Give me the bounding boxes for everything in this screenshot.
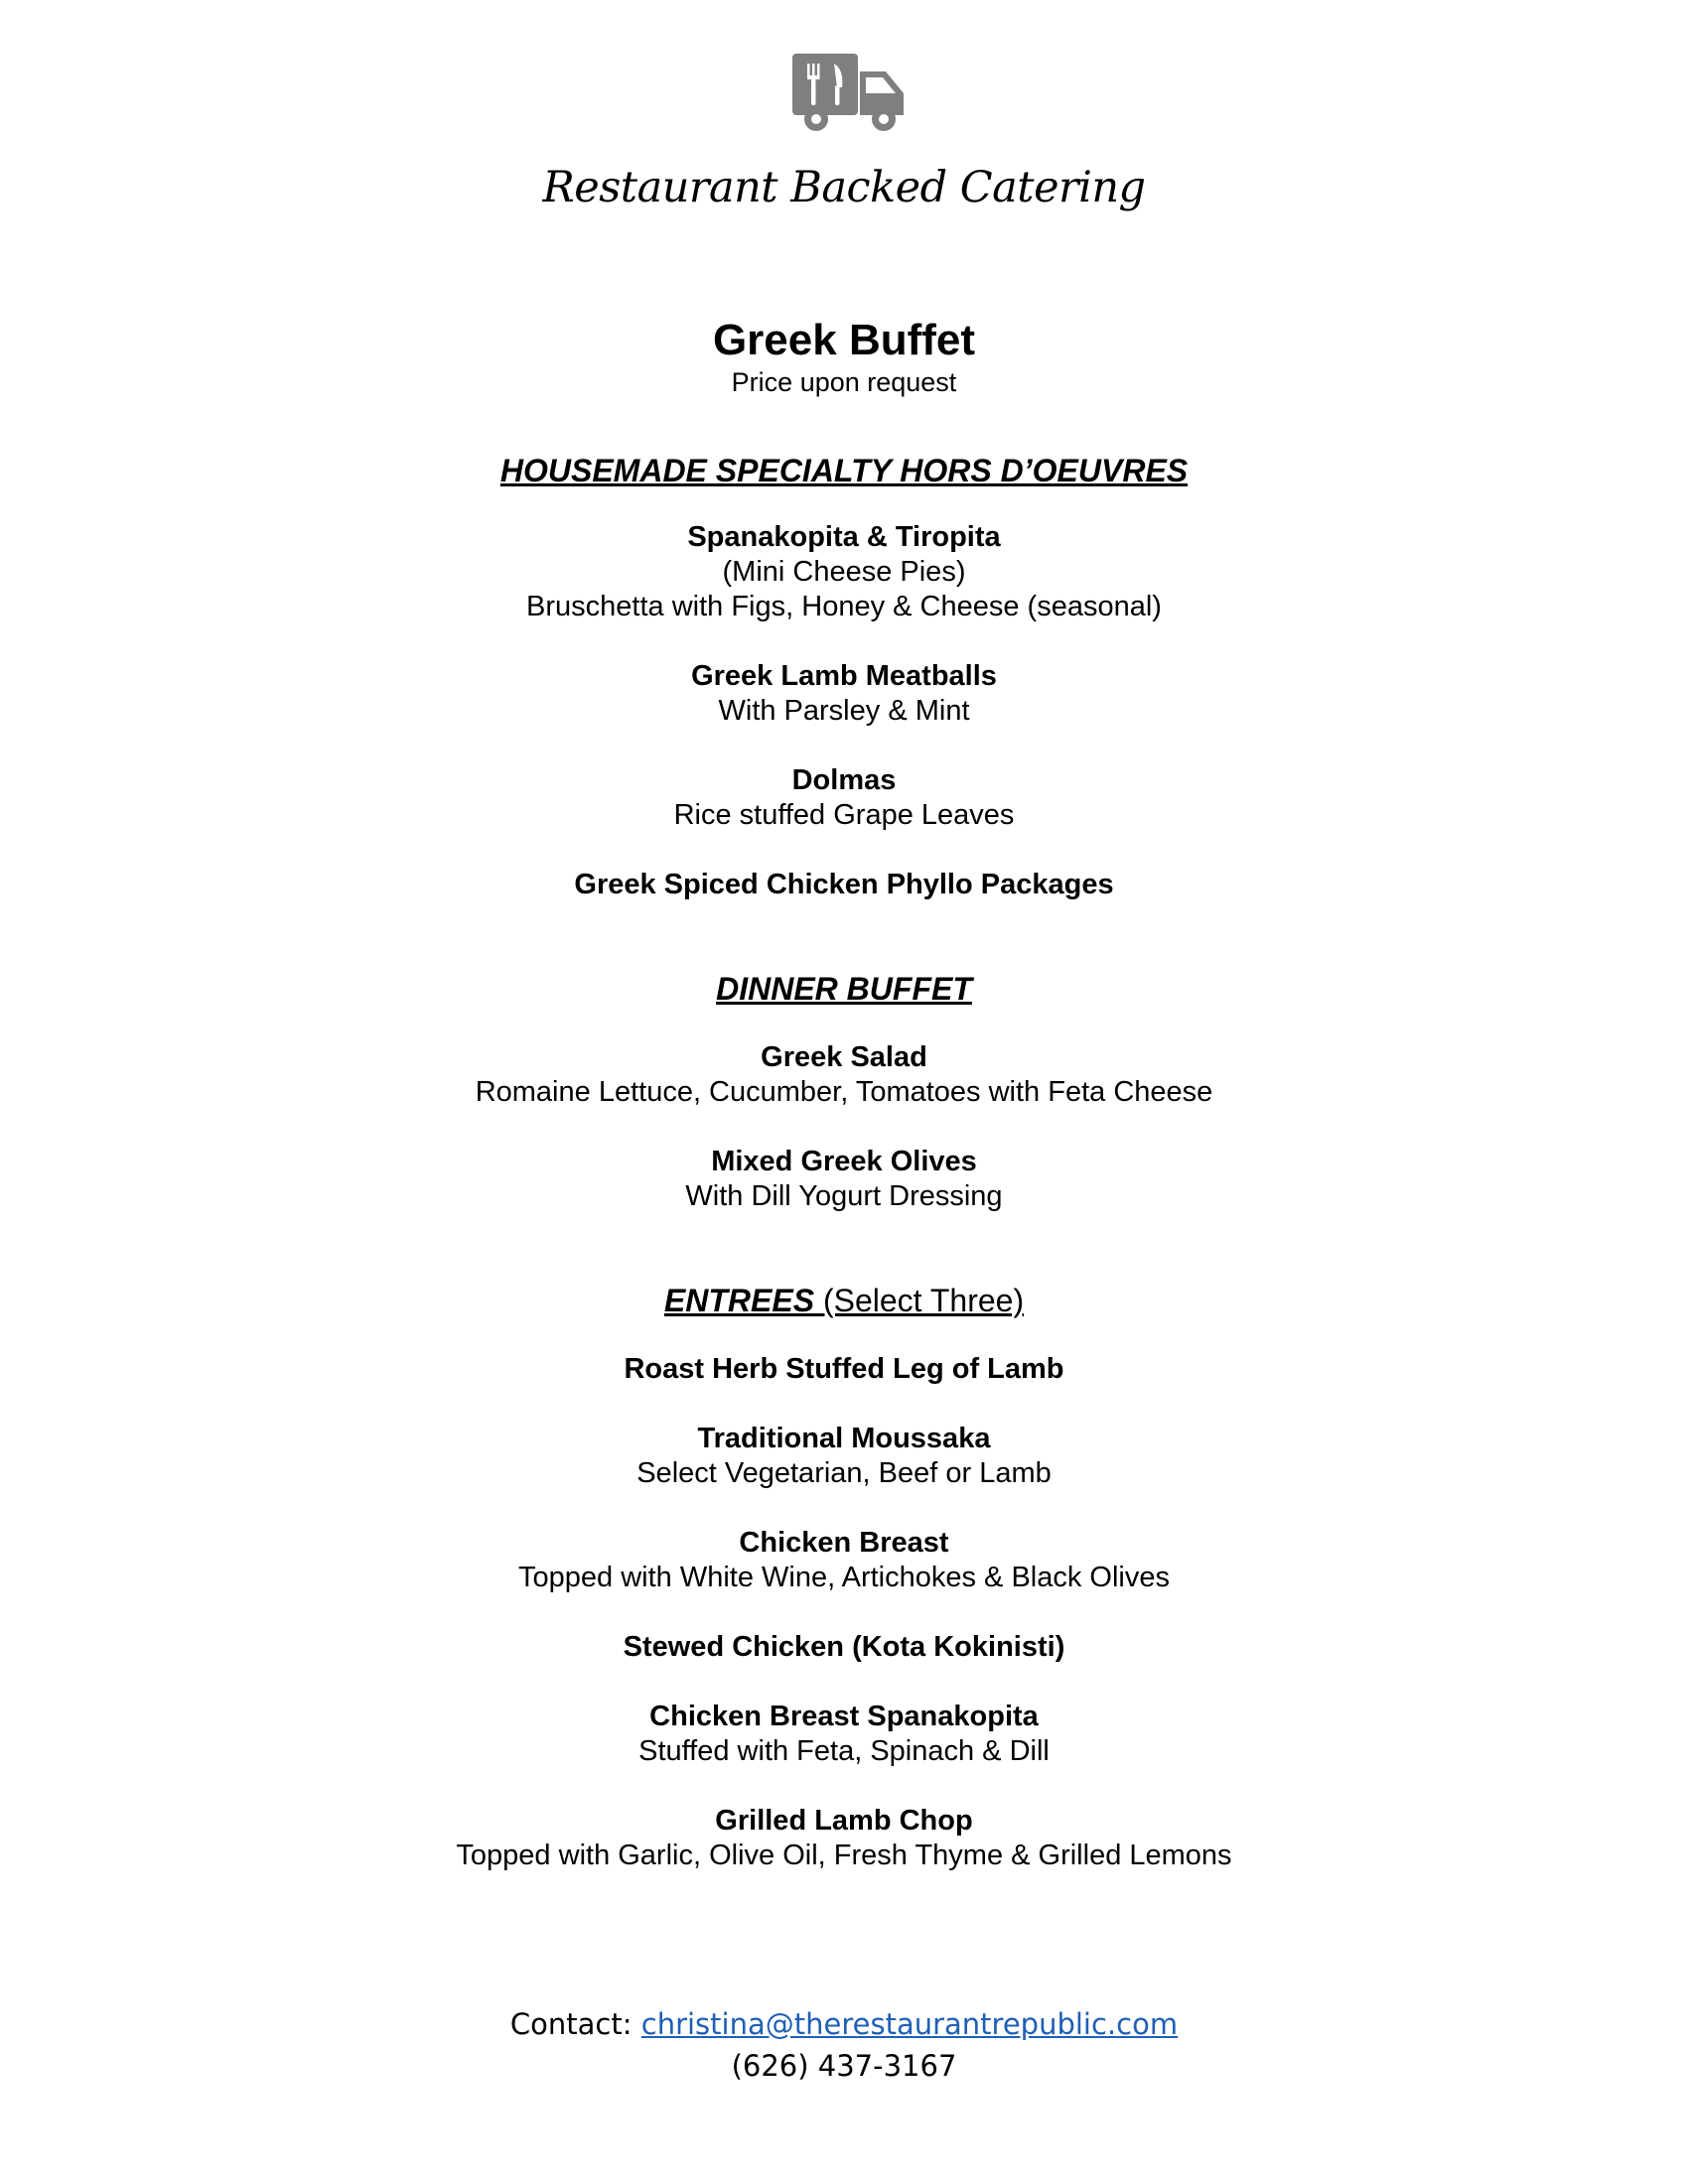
price-note: Price upon request xyxy=(731,367,957,397)
item-description: Select Vegetarian, Beef or Lamb xyxy=(636,1457,1052,1489)
section-entrees xyxy=(0,1281,1688,1873)
item-description: Topped with Garlic, Olive Oil, Fresh Thyme & Grilled Lemons xyxy=(456,1840,1232,1871)
item-name: Greek Salad xyxy=(761,1041,927,1073)
section-dinner-buffet xyxy=(0,969,1688,1214)
menu-item xyxy=(0,763,1688,833)
menu-item xyxy=(0,1145,1688,1214)
menu-item xyxy=(0,520,1688,624)
item-name: Roast Herb Stuffed Leg of Lamb xyxy=(624,1353,1064,1385)
menu-item xyxy=(0,1630,1688,1665)
item-name: Stewed Chicken (Kota Kokinisti) xyxy=(623,1631,1065,1663)
catering-truck-icon xyxy=(790,50,908,135)
item-name: Chicken Breast Spanakopita xyxy=(649,1701,1039,1732)
menu-item xyxy=(0,659,1688,729)
section-heading: HOUSEMADE SPECIALTY HORS D’OEUVRES xyxy=(499,453,1189,488)
menu-content xyxy=(0,316,1688,1873)
menu-title: Greek Buffet xyxy=(712,316,976,364)
brand-name: Restaurant Backed Catering xyxy=(542,163,1146,212)
item-name: Chicken Breast xyxy=(739,1527,949,1559)
item-description: With Dill Yogurt Dressing xyxy=(685,1180,1003,1212)
item-description: Romaine Lettuce, Cucumber, Tomatoes with Feta Cheese xyxy=(475,1076,1213,1108)
item-name: Spanakopita & Tiropita xyxy=(687,521,1001,553)
item-description: Stuffed with Feta, Spinach & Dill xyxy=(638,1735,1050,1767)
menu-item xyxy=(0,868,1688,902)
section-heading xyxy=(0,1281,1688,1320)
item-name: Traditional Moussaka xyxy=(697,1423,991,1454)
item-description: Rice stuffed Grape Leaves xyxy=(673,799,1015,831)
menu-item xyxy=(0,1700,1688,1769)
section-heading-text: ENTREES xyxy=(663,1283,815,1318)
menu-item xyxy=(0,1804,1688,1873)
contact-email-link[interactable]: christina@therestaurantrepublic.com xyxy=(640,2007,1179,2041)
menu-item xyxy=(0,1352,1688,1387)
contact-block xyxy=(0,2003,1688,2087)
contact-line xyxy=(0,2003,1688,2045)
item-name: Dolmas xyxy=(791,764,897,796)
item-description: With Parsley & Mint xyxy=(718,695,970,727)
section-note: (Select Three) xyxy=(814,1283,1025,1318)
contact-label: Contact: xyxy=(509,2007,641,2041)
item-name: Grilled Lamb Chop xyxy=(715,1805,973,1837)
item-name: Mixed Greek Olives xyxy=(711,1146,977,1177)
item-name: Greek Spiced Chicken Phyllo Packages xyxy=(574,869,1114,900)
contact-phone: (626) 437-3167 xyxy=(731,2049,957,2083)
menu-item xyxy=(0,1526,1688,1595)
menu-item xyxy=(0,1040,1688,1110)
item-description: Bruschetta with Figs, Honey & Cheese (seasonal) xyxy=(526,591,1162,622)
item-description: Topped with White Wine, Artichokes & Black Olives xyxy=(518,1562,1170,1593)
item-description: (Mini Cheese Pies) xyxy=(722,556,966,588)
section-hors-doeuvres xyxy=(0,451,1688,902)
section-heading: DINNER BUFFET xyxy=(716,971,972,1007)
menu-item xyxy=(0,1422,1688,1491)
item-name: Greek Lamb Meatballs xyxy=(691,660,997,692)
